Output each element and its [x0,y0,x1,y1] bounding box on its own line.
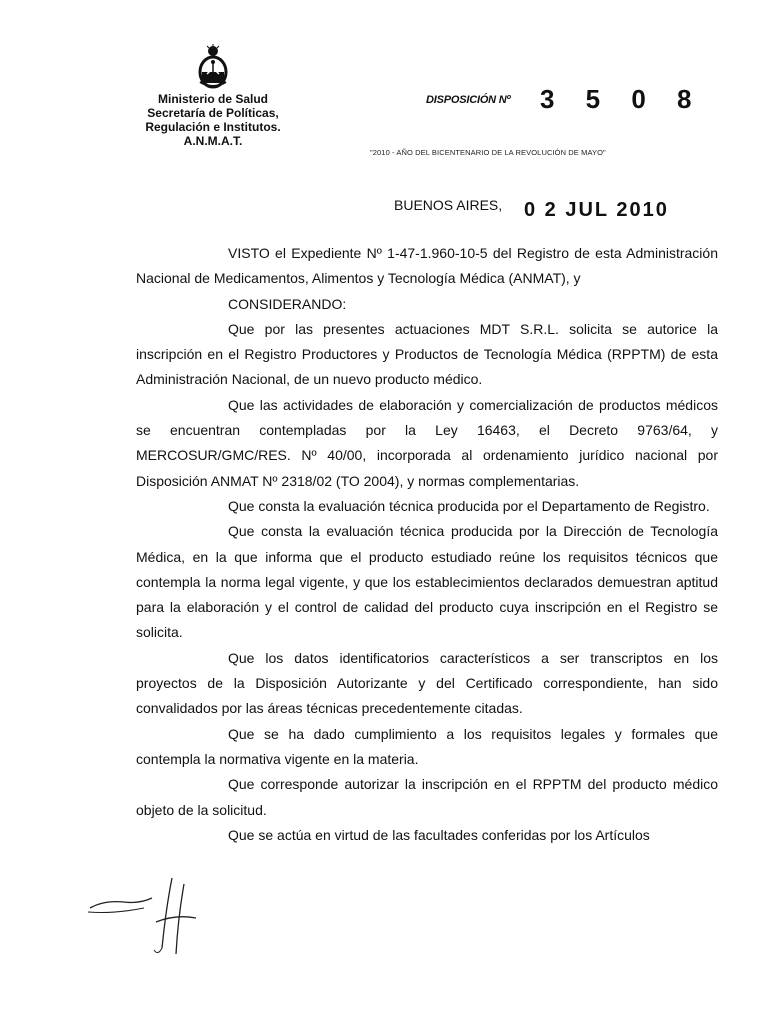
year-motto: "2010 - AÑO DEL BICENTENARIO DE LA REVOLUCIÓN DE MAYO" [370,148,606,157]
signature-icon [84,878,214,958]
org-line-secretariat: Secretaría de Políticas, [147,106,279,120]
dateline-place: BUENOS AIRES, [394,197,503,213]
paragraph-facultades: Que se actúa en virtud de las facultades conferidas por los Artículos [228,826,650,843]
paragraph-cumplimiento: Que se ha dado cumplimiento a los requisitos legales y formales que contempla la normativa vigente en la materia. [136,725,718,767]
disposition-label: DISPOSICIÓN Nº [426,94,511,106]
dateline-date: 0 2 JUL 2010 [524,199,669,221]
paragraph-evaluacion-registro: Que consta la evaluación técnica producida por el Departamento de Registro. [228,497,710,514]
org-line-anmat: A.N.M.A.T. [183,134,243,148]
document-body [136,241,718,848]
org-line-regulation: Regulación e Institutos. [145,120,281,134]
coat-of-arms-icon [195,44,231,90]
paragraph-evaluacion-tecnologia: Que consta la evaluación técnica producida por la Dirección de Tecnología Médica, en la que informa que el producto estudiado reúne los requisitos técnicos que contempla la norma legal vigente, y que los establecimientos declarados demuestran aptitud para la elaboración y el control de calidad del producto cuya inscripción en el Registro se solicita. [136,523,718,641]
paragraph-autorizar: Que corresponde autorizar la inscripción en el RPPTM del producto médico objeto de la solicitud. [136,776,718,818]
org-line-ministry: Ministerio de Salud [157,92,268,106]
paragraph-considerando: CONSIDERANDO: [228,295,347,312]
organization-block [108,92,318,148]
disposition-number: 3 5 0 8 [540,84,704,114]
paragraph-solicitud: Que por las presentes actuaciones MDT S.R.L. solicita se autorice la inscripción en el Registro Productores y Productos de Tecnología Médica (RPPTM) de esta Administración Nacional, de un nuevo producto médico. [136,320,718,388]
paragraph-datos-identificatorios: Que los datos identificatorios característicos a ser transcriptos en los proyectos de la Disposición Autorizante y del Certificado correspondiente, han sido convalidados por las áreas técnicas precedentemente citadas. [136,649,718,717]
paragraph-visto: VISTO el Expediente Nº 1-47-1.960-10-5 del Registro de esta Administración Nacional de Medicamentos, Alimentos y Tecnología Médica (ANMAT), y [136,245,718,287]
paragraph-normativa: Que las actividades de elaboración y comercialización de productos médicos se encuentran contempladas por la Ley 16463, el Decreto 9763/64, y MERCOSUR/GMC/RES. Nº 40/00, incorporada al ordenamiento jurídico nacional por Disposición ANMAT Nº 2318/02 (TO 2004), y normas complementarias. [136,396,718,489]
